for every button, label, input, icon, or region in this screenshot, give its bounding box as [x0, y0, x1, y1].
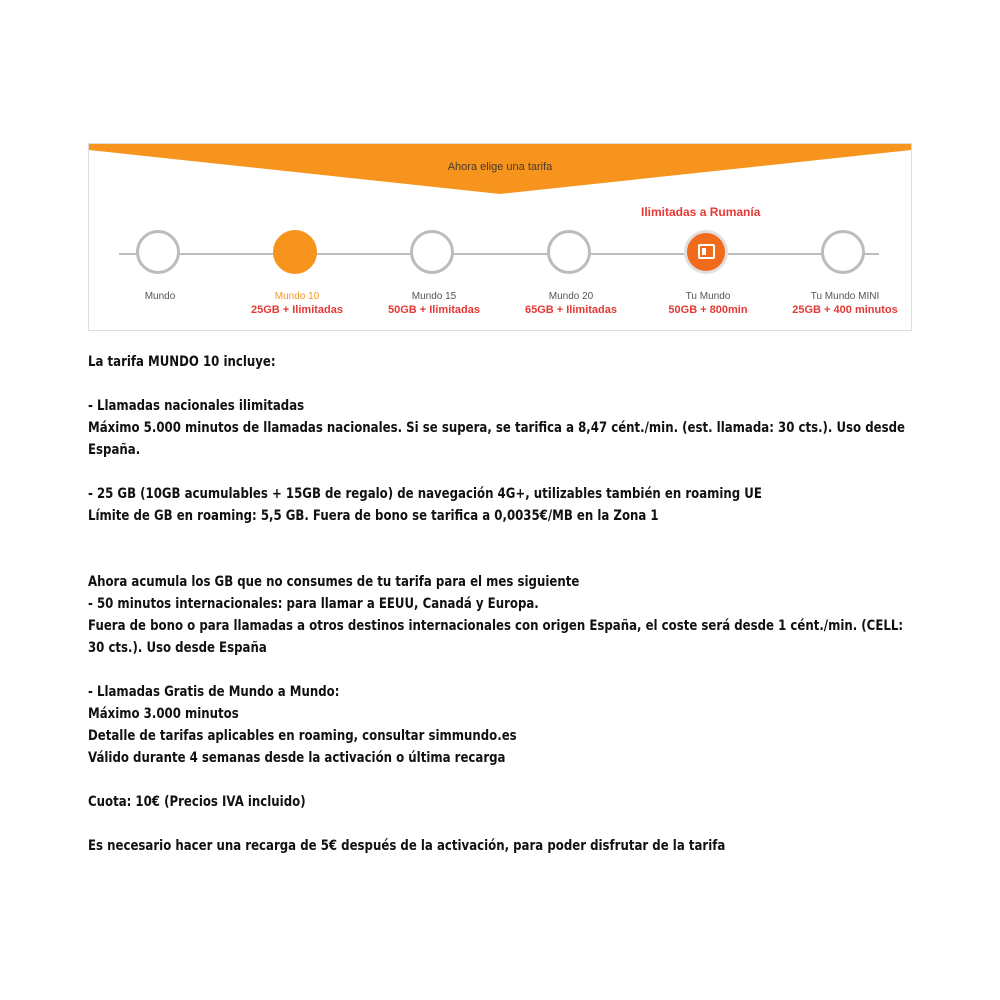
data-title: - 25 GB (10GB acumulables + 15GB de regalo) de navegación 4G+, utilizables también en roaming UE — [88, 486, 762, 502]
tier-offer: 25GB + Ilimitadas — [250, 304, 343, 316]
sim-card-icon — [698, 244, 715, 259]
data-detail: Límite de GB en roaming: 5,5 GB. Fuera de bono se tarifica a 0,0035€/MB en la Zona 1 — [88, 508, 659, 524]
intl-title: - 50 minutos internacionales: para llamar a EEUU, Canadá y Europa. — [88, 596, 539, 612]
tier-circle[interactable] — [136, 230, 180, 274]
tariff-selector-banner — [88, 143, 912, 331]
tier-mundo-20[interactable] — [501, 230, 641, 320]
tier-mundo[interactable] — [90, 230, 230, 320]
tier-name: Mundo 20 — [548, 291, 594, 302]
tier-tu-mundo[interactable] — [638, 230, 778, 320]
tier-name: Mundo 10 — [274, 291, 320, 302]
tariff-description — [88, 351, 918, 857]
validity-note: Válido durante 4 semanas desde la activación o última recarga — [88, 750, 506, 766]
tier-offer: 50GB + Ilimitadas — [387, 304, 480, 316]
intl-detail: Fuera de bono o para llamadas a otros destinos internacionales con origen España, el coste será desde 1 cént./min. (CELL: 30 cts.). Uso desde España — [88, 618, 904, 656]
tier-tu-mundo-mini[interactable] — [775, 230, 912, 320]
accumulate-note: Ahora acumula los GB que no consumes de tu tarifa para el mes siguiente — [88, 574, 580, 590]
promo-label: Ilimitadas a Rumanía — [641, 205, 761, 219]
tier-mundo-15[interactable] — [364, 230, 504, 320]
tier-name: Mundo 15 — [411, 291, 457, 302]
tier-mundo-10[interactable] — [227, 230, 367, 320]
tier-circle[interactable] — [821, 230, 865, 274]
tier-offer: 50GB + 800min — [668, 304, 748, 316]
roaming-note: Detalle de tarifas aplicables en roaming, consultar simmundo.es — [88, 728, 517, 744]
fee-note: Cuota: 10€ (Precios IVA incluido) — [88, 794, 306, 810]
free-calls-max: Máximo 3.000 minutos — [88, 706, 239, 722]
calls-title: - Llamadas nacionales ilimitadas — [88, 398, 305, 414]
description-heading: La tarifa MUNDO 10 incluye: — [88, 354, 276, 370]
tier-circle-selected[interactable] — [273, 230, 317, 274]
tier-circle[interactable] — [547, 230, 591, 274]
tier-name: Mundo — [144, 291, 176, 302]
tier-name: Tu Mundo — [685, 291, 731, 302]
tier-offer: 65GB + Ilimitadas — [524, 304, 617, 316]
recharge-note: Es necesario hacer una recarga de 5€ después de la activación, para poder disfrutar de la tarifa — [88, 838, 726, 854]
calls-detail: Máximo 5.000 minutos de llamadas nacionales. Si se supera, se tarifica a 8,47 cént./min. (est. llamada: 30 cts.). Uso desde España. — [88, 420, 905, 458]
banner-title: Ahora elige una tarifa — [447, 161, 553, 173]
tier-name: Tu Mundo MINI — [810, 291, 880, 302]
tier-circle[interactable] — [684, 230, 728, 274]
free-calls-title: - Llamadas Gratis de Mundo a Mundo: — [88, 684, 340, 700]
tier-offer: 25GB + 400 minutos — [792, 304, 898, 316]
tier-circle[interactable] — [410, 230, 454, 274]
